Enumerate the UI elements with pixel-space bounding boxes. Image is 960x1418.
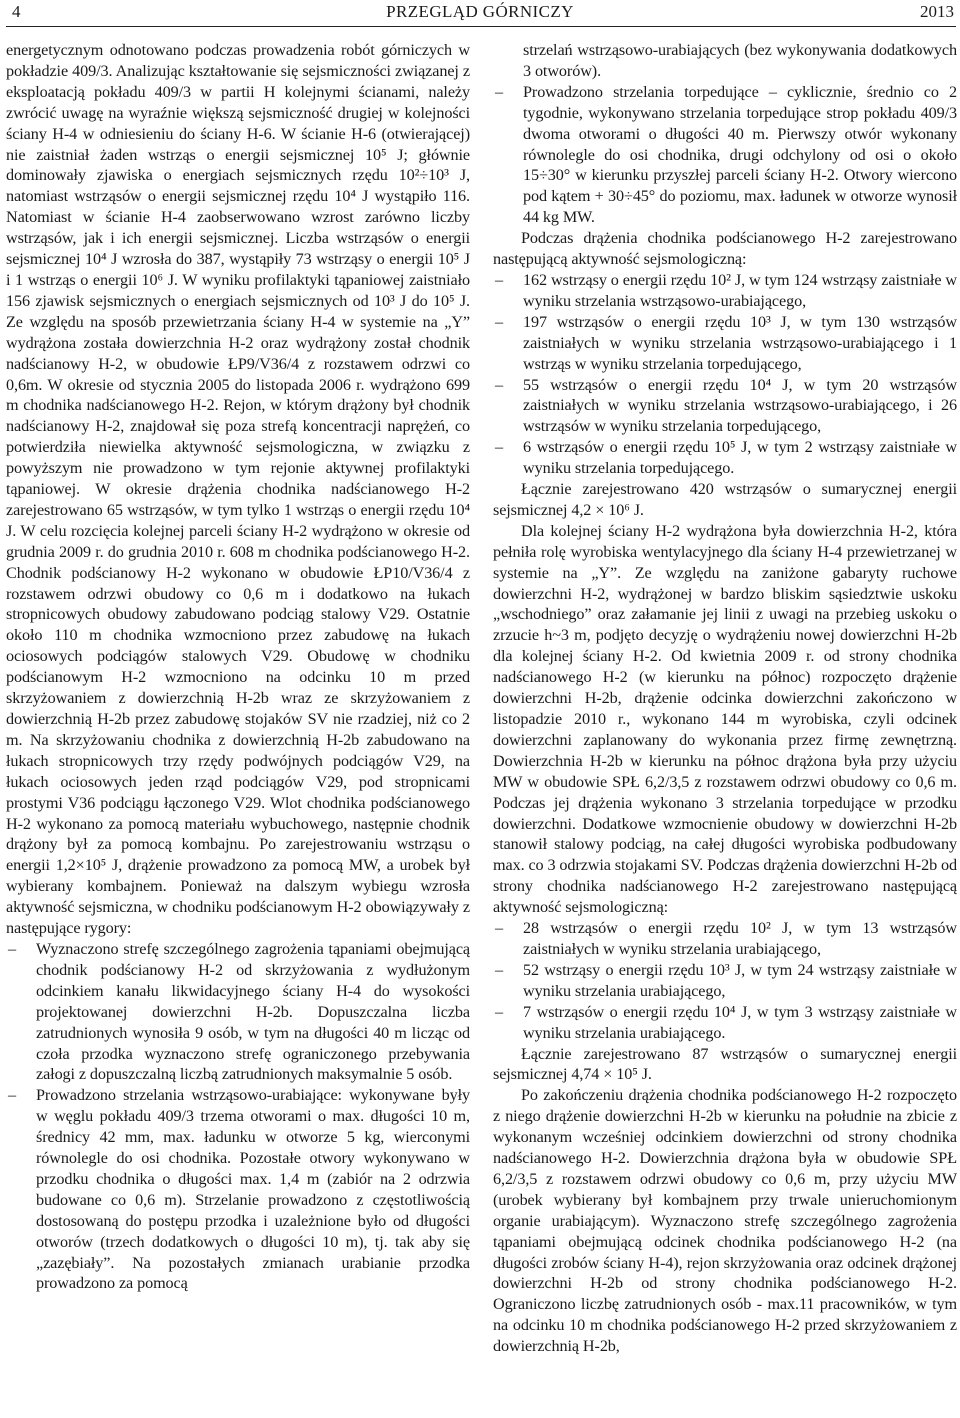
list-item: – Prowadzono strzelania wstrząsowo-urabiające: wykonywane były w węglu pokładu 409/3 trzema otworami o max. długości 10 m, średnicy 42 mm, max. ładunku w otworze 5 kg, wierconymi równolegle do osi chodnika. Pozostałe otwory wykonywano w przodku chodnika o długości max. 1,4 m (zabiór na 2 odrzwia budowane co 0,6 m). Strzelanie prowadzono z częstotliwością dostosowaną do postępu przodka i uzależnione było od długości otworów (trzech dodatkowych o długości 10 m), tj. tak aby się „zazębiały”. Na pozostałych zmianach urabianie przodka prowadzono za pomocą: [6, 1085, 470, 1294]
page-header: [0, 0, 960, 28]
list-item: – Wyznaczono strefę szczególnego zagrożenia tąpaniami obejmującą chodnik podścianowy H-2 od skrzyżowania z wydłużonym odcinkiem kanału likwidacyjnego ściany H-4 do wysokości projektowanej dowierzchni H-2b. Dopuszczalna liczba zatrudnionych wynosiła 9 osób, w tym na długości 40 m licząc od czoła przodka wyznaczono strefę ograniczonego przebywania załogi z dopuszczalną liczbą zatrudnionych maksymalnie 5 osób.: [6, 939, 470, 1085]
list-item: – Prowadzono strzelania torpedujące – cyklicznie, średnio co 2 tygodnie, wykonywano strzelania torpedujące strop pokładu 409/3 dwoma otworami o długości 40 m. Pierwszy otwór wykonany równolegle do osi chodnika, drugi odchylony od osi o około 15÷30° w kierunku przyszłej parceli ściany H-2. Otwory wiercono pod kątem + 30÷45° do poziomu, max. ładunek w otworze wynosił 44 kg MW.: [493, 82, 957, 228]
page-number: 4: [12, 2, 21, 21]
body-paragraph: Łącznie zarejestrowano 87 wstrząsów o sumarycznej energii sejsmicznej 4,74 × 10⁵ J.: [493, 1044, 957, 1084]
header-rule: [6, 26, 956, 27]
seismic-activity-list-h2: [493, 270, 957, 479]
list-item: – 6 wstrząsów o energii rzędu 10⁵ J, w tym 2 wstrząsy zaistniałe w wyniku strzelania torpedującego.: [493, 437, 957, 479]
left-column: [6, 40, 470, 1418]
body-paragraph: Dla kolejnej ściany H-2 wydrążona była dowierzchnia H-2, która pełniła rolę wyrobiska wentylacyjnego dla ściany H-4 przewietrzanej w systemie na „Y”. Ze względu na zaniżone gabaryty ruchowe dowierzchni H-2, wydrążonej w bardzo bliskim sąsiedztwie uskoku „wschodniego” oraz załamanie jej linii z uwagi na przebieg uskoku o zrzucie h~3 m, podjęto decyzję o wydrążeniu nowej dowierzchni H-2b dla kolejnej ściany H-2. Od kwietnia 2009 r. od strony chodnika nadścianowego H-2 (w kierunku na północ) rozpoczęto drążenie dowierzchni H-2b, drążenie odcinka dowierzchni zakończono w listopadzie 2010 r., wykonano 144 m wyrobiska, czyli odcinek dowierzchni zaplanowany do wykonania przez firmę zewnętrzną. Dowierzchnia H-2b w kierunku na północ drążona była przy użyciu MW w obudowie SPŁ 6,2/3,5 z rozstawem odrzwi obudowy co 0,6 m. Podczas jej drążenia wykonano 3 strzelania torpedujące w przodku dowierzchni. Dodatkowe wzmocnienie obudowy w dowierzchni H-2b stanowił stalowy podciąg, na całej długości wyrobiska podbudowany max. co 3 odrzwia stojakami SV. Podczas drążenia dowierzchni H-2b od strony chodnika nadścianowego H-2 zarejestrowano następującą aktywność sejsmologiczną:: [493, 521, 957, 917]
list-item: – 7 wstrząsów o energii rzędu 10⁴ J, w tym 3 wstrząsy zaistniałe w wyniku strzelania urabiającego.: [493, 1002, 957, 1044]
list-item: – 28 wstrząsów o energii rzędu 10² J, w tym 13 wstrząsów zaistniałych w wyniku strzelania urabiającego,: [493, 918, 957, 960]
rules-list: [6, 939, 470, 1294]
body-paragraph: Po zakończeniu drążenia chodnika podścianowego H-2 rozpoczęto z niego drążenie dowierzchni H-2b w kierunku na południe na zbicie z wykonanym wcześniej odcinkiem dowierzchni od strony chodnika nadścianowego H-2. Dowierzchnia drążona była w obudowie SPŁ 6,2/3,5 z rozstawem odrzwi obudowy co 0,6 m, przy użyciu MW (urobek wybierany był kombajnem przy trwale unieruchomionym organie urabiającym). Wyznaczono strefę szczególnego zagrożenia tąpaniami obejmującą odcinek chodnika podścianowego H-2 (na długości zrobów ściany H-4), rejon skrzyżowania oraz odcinek drążonej dowierzchni H-2b od strony chodnika podścianowego H-2. Ograniczono liczbę zatrudnionych osób - max.11 pracowników, w tym na odcinku 10 m chodnika podścianowego H-2 przed skrzyżowaniem z dowierzchnią H-2b,: [493, 1086, 957, 1356]
journal-year: 2013: [920, 2, 954, 21]
body-paragraph: Łącznie zarejestrowano 420 wstrząsów o sumarycznej energii sejsmicznej 4,2 × 10⁶ J.: [493, 480, 957, 519]
body-paragraph: Podczas drążenia chodnika podścianowego H-2 zarejestrowano następującą aktywność sejsmologiczną:: [493, 229, 957, 269]
list-item: – 162 wstrząsy o energii rzędu 10² J, w tym 124 wstrząsy zaistniałe w wyniku strzelania wstrząsowo-urabiającego,: [493, 270, 957, 312]
rules-list-continued: [493, 82, 957, 228]
body-paragraph: energetycznym odnotowano podczas prowadzenia robót górniczych w pokładzie 409/3. Analizując kształtowanie się sejsmiczności związanej z eksploatacją pokładu 409/3 w partii H kolejnymi ścianami, należy zwrócić uwagę na wyraźnie większą sejsmiczność drugiej w kolejności ściany H-4 w odniesieniu do ściany H-6. W ścianie H-6 (otwierającej) nie zaistniał żaden wstrząs o energii sejsmicznej 10⁵ J; głównie dominowały zjawiska o energiach sejsmicznych rzędu 10²÷10³ J, natomiast wstrząsów o energii sejsmicznej rzędu 10⁴ J wystąpiło 116. Natomiast w ścianie H-4 zaobserwowano wzrost zarówno liczby wstrząsów, jak i ich energii sejsmicznej. Liczba wstrząsów o energii sejsmicznej 10⁴ J wzrosła do 387, wystąpiły 73 wstrząsy o energii 10⁵ J i 1 wstrząs o energii 10⁶ J. W wyniku profilaktyki tąpaniowej zaistniało 156 zjawisk sejsmicznych o energiach sejsmicznych od 10³ J do 10⁵ J. Ze względu na sposób przewietrzania ściany H-4 w systemie na „Y” wydrążona została dowierzchnia H-2 oraz wydrążony został chodnik nadścianowy H-2, w obudowie ŁP9/V36/4 z rozstawem odrzwi co 0,6m. W okresie od stycznia 2005 do listopada 2006 r. wydrążono 699 m chodnika nadścianowego H-2. Rejon, w którym drążony był chodnik nadścianowy H-2, znajdował się poza strefą koncentracji naprężeń, co potwierdziła niewielka aktywność sejsmologiczna, w związku z powyższym nie prowadzono w tym rejonie aktywnej profilaktyki tąpaniowej. W okresie drążenia chodnika nadścianowego H-2 zarejestrowano 65 wstrząsów, w tym tylko 1 wstrząs o energii rzędu 10⁴ J. W celu rozcięcia kolejnej parceli ściany H-2 wydrążono w okresie od grudnia 2009 r. do grudnia 2010 r. 608 m chodnika podścianowego H-2. Chodnik podścianowy H-2 wykonano w obudowie ŁP10/V36/4 z rozstawem odrzwi obudowy co 0,6 m i dodatkowo na łukach stropnicowych obudowy zabudowano podciąg stalowy V29. Ostatnie około 110 m chodnika wzmocniono przez zabudowę na łukach ociosowych podciągów stalowych V29. Obudowę w chodniku podścianowym H-2 wzmocniono na odcinku 10 m przed skrzyżowaniem z dowierzchnią H-2b wraz ze skrzyżowaniem z dowierzchnią H-2b przez zabudowę stojaków SV nie rzadziej, niż co 2 m. Na skrzyżowaniu chodnika z dowierzchnią H-2b zabudowano na łukach stropnicowych trzy rzędy podwójnych podciągów V29, na łukach ociosowych jeden rząd podciągów V29, pod stropnicami prostymi V36 podciągu łączonego V29. Wlot chodnika podścianowego H-2 wykonano za pomocą materiału wybuchowego, następnie chodnik drążony był za pomocą kombajnu. Po zarejestrowaniu wstrząsu o energii 1,2×10⁵ J, drążenie prowadzono za pomocą MW, a urobek był wybierany kombajnem. Ponieważ na dalszym wybiegu wzrosła aktywność sejsmiczna, w chodniku podścianowym H-2 obowiązywały z następujące rygory:: [6, 41, 470, 938]
list-item-continuation: strzelań wstrząsowo-urabiających (bez wykonywania dodatkowych 3 otworów).: [523, 41, 957, 80]
right-column: [493, 40, 957, 1418]
list-item: – 55 wstrząsów o energii rzędu 10⁴ J, w tym 20 wstrząsów zaistniałych w wyniku strzelania wstrząsowo-urabiającego, i 26 wstrząsów w wyniku strzelania torpedującego,: [493, 375, 957, 438]
journal-title: PRZEGLĄD GÓRNICZY: [386, 2, 574, 21]
list-item: – 52 wstrząsy o energii rzędu 10³ J, w tym 24 wstrząsy zaistniałe w wyniku strzelania urabiającego,: [493, 960, 957, 1002]
seismic-activity-list-h2b: [493, 918, 957, 1043]
list-item: – 197 wstrząsów o energii rzędu 10³ J, w tym 130 wstrząsów zaistniałych w wyniku strzelania wstrząsowo-urabiającego i 1 wstrząs w wyniku strzelania torpedującego,: [493, 312, 957, 375]
